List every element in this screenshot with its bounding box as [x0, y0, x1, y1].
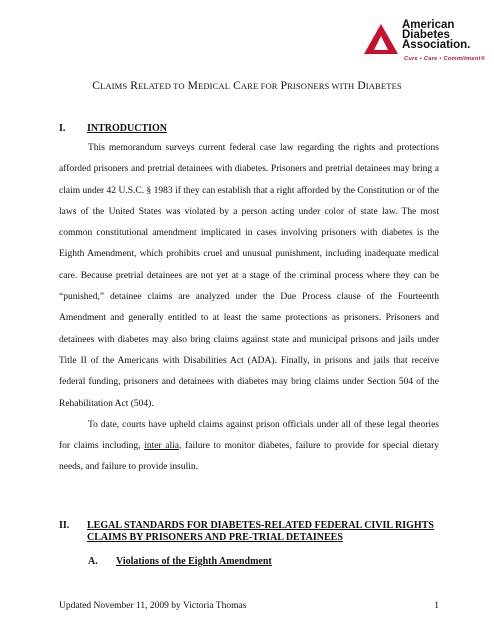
- logo-tagline: Cure • Care • Commitment®: [404, 56, 486, 62]
- page-number: 1: [434, 601, 439, 611]
- document-title: CLAIMS RELATED TO MEDICAL CARE FOR PRISONERS WITH DIABETES: [92, 80, 402, 92]
- ada-wordmark: [402, 20, 470, 50]
- intro-paragraph-1: This memorandum surveys current federal case law regarding the rights and protections afforded prisoners and pretrial detainees with diabetes. Prisoners and pretrial detainees may bring a claim under 42 U.S.C. § 1983 if they can establish that a right afforded by the Constitution or of the laws of the United States was violated by a person acting under color of state law. The most common constitutional amendment implicated in cases involving prisoners with diabetes is the Eighth Amendment, which prohibits cruel and unusual punishment, including inadequate medical care. Because pretrial detainees are not yet at a stage of the criminal process where they can be “punished,” detainee claims are analyzed under the Due Process clause of the Fourteenth Amendment and generally entitled to at least the same protections as prisoners. Prisoners and detainees with diabetes may also bring claims against state and municipal prisons and jails under Title II of the Americans with Disabilities Act (ADA). Finally, in prisons and jails that receive federal funding, prisoners and detainees with diabetes may bring claims under Section 504 of the Rehabilitation Act (504).: [59, 143, 439, 409]
- ada-triangle-icon: [364, 24, 398, 54]
- subsection-a-letter: A.: [88, 556, 98, 567]
- logo-line-2: Diabetes: [402, 29, 450, 41]
- inter-alia-text: inter alia: [144, 441, 179, 452]
- section-1-title: INTRODUCTION: [87, 123, 168, 134]
- subsection-a-title: Violations of the Eighth Amendment: [116, 556, 272, 567]
- logo-line-3: Association.: [402, 39, 471, 51]
- section-2-title: LEGAL STANDARDS FOR DIABETES-RELATED FEDERAL CIVIL RIGHTS CLAIMS BY PRISONERS AND PRE-TRIAL DETAINEES: [87, 520, 434, 543]
- footer-updated: Updated November 11, 2009 by Victoria Thomas: [59, 601, 247, 611]
- section-1-body: [59, 138, 439, 479]
- page-footer: [59, 601, 439, 611]
- section-1-number: I.: [59, 123, 66, 134]
- section-2-number: II.: [59, 520, 70, 531]
- ada-logo: [364, 20, 484, 70]
- intro-paragraph-2: To date, courts have upheld claims against prison officials under all of these legal theories for claims including, inter alia, failure to monitor diabetes, failure to provide for special dietary needs, and failure to provide insulin.: [59, 419, 439, 473]
- logo-line-1: American: [402, 19, 455, 31]
